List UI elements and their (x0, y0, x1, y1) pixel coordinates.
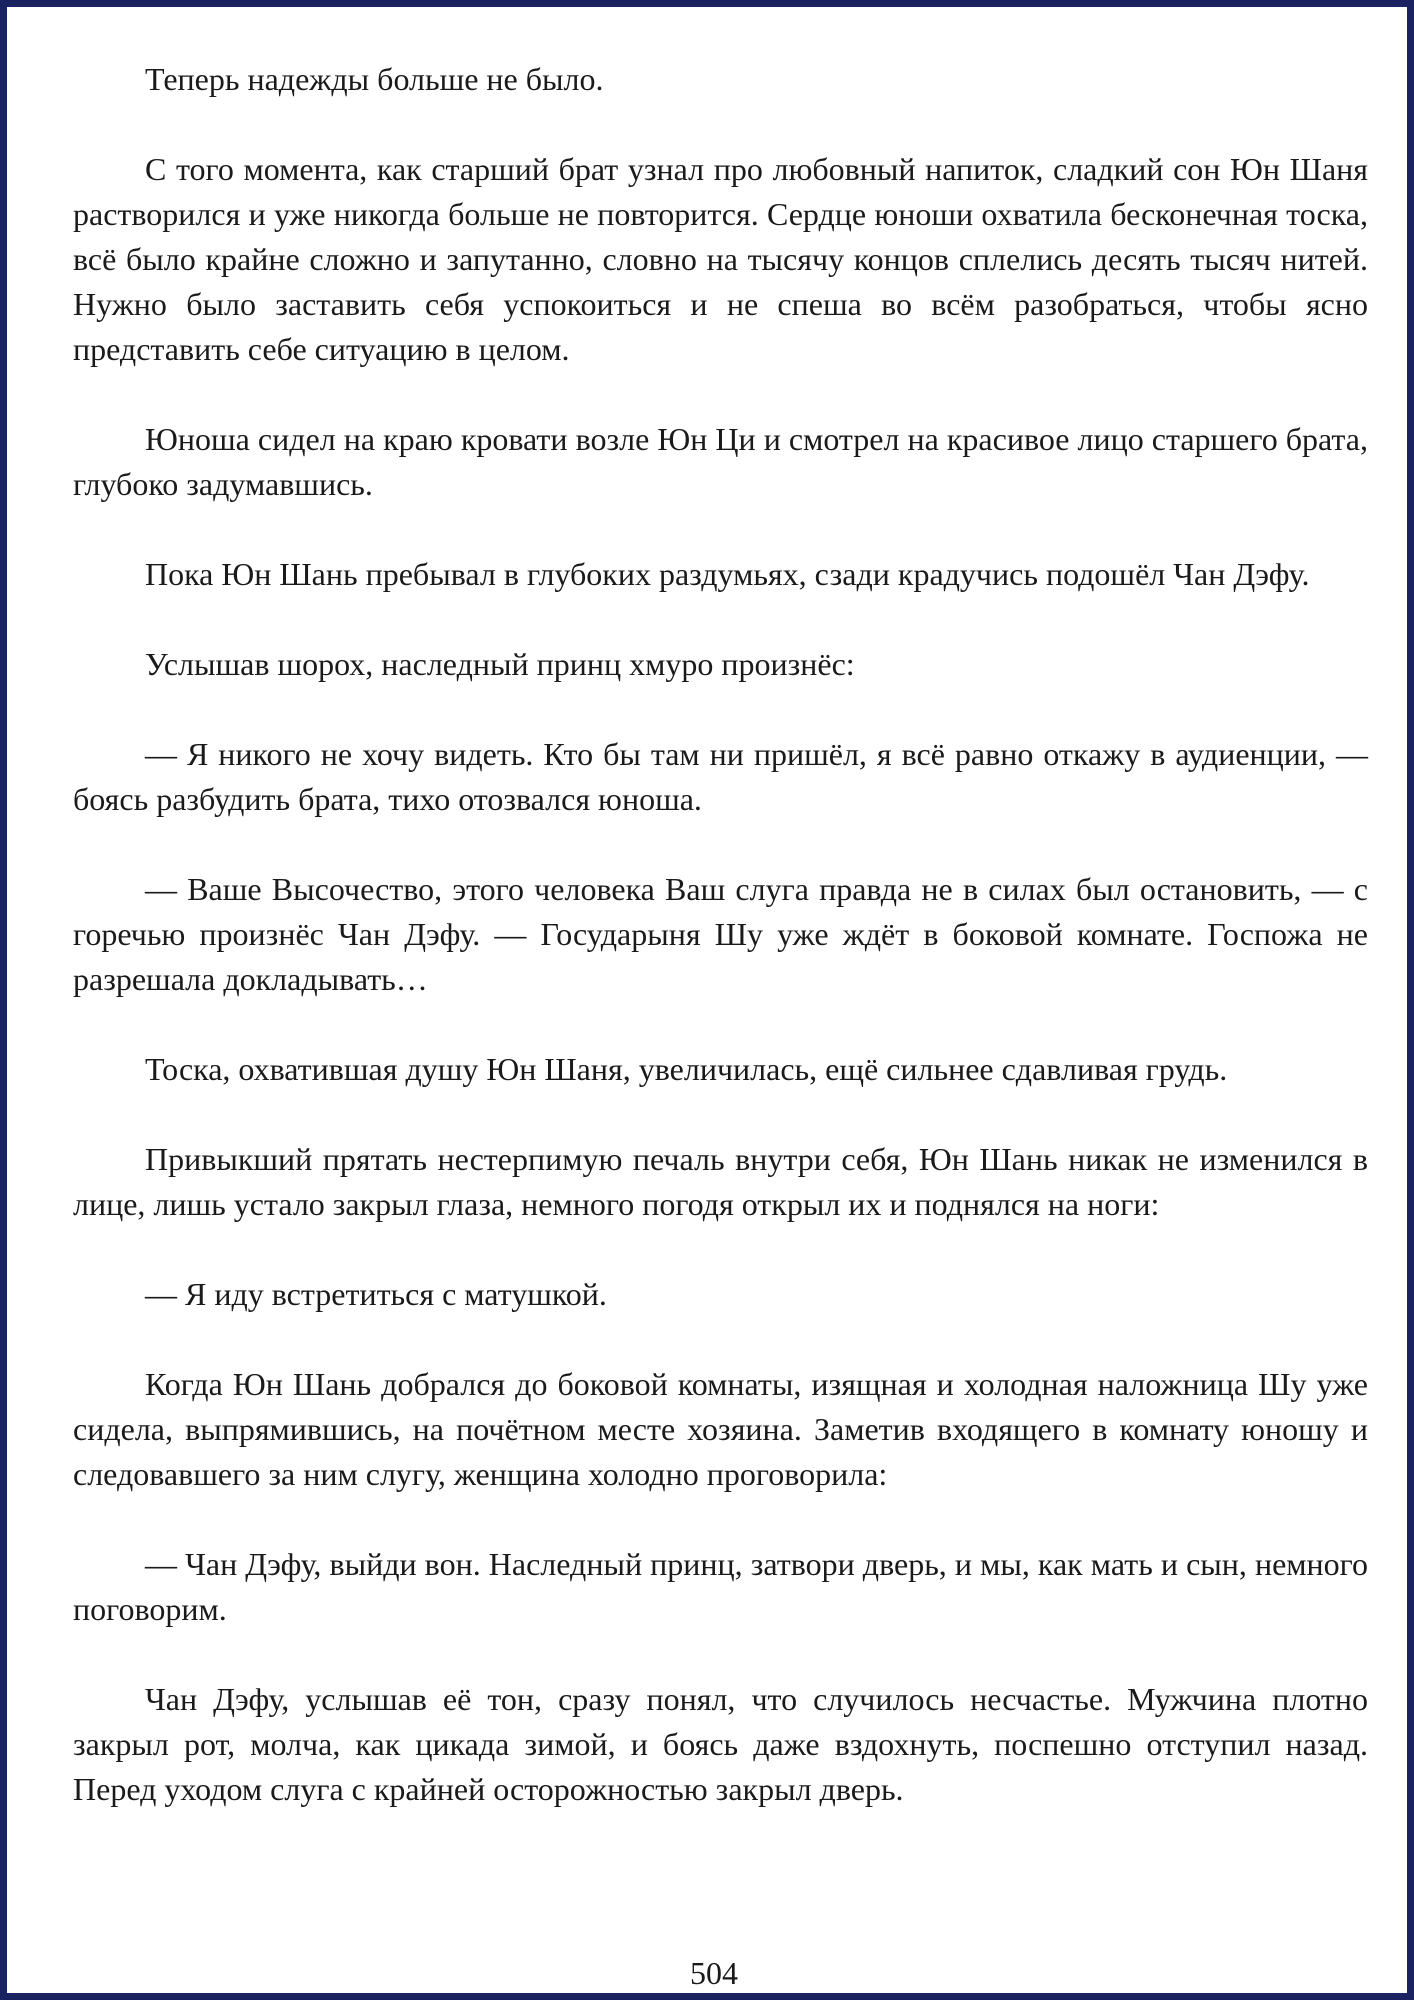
paragraph-4: Пока Юн Шань пребывал в глубоких раздумьях, сзади крадучись подошёл Чан Дэфу. (145, 556, 1310, 592)
paragraph-9: Привыкший прятать нестерпимую печаль внутри себя, Юн Шань никак не изменился в лице, лишь устало закрыл глаза, немного погодя открыл их и поднялся на ноги: (73, 1141, 1368, 1222)
paragraph-6: — Я никого не хочу видеть. Кто бы там ни пришёл, я всё равно откажу в аудиенции, — боясь разбудить брата, тихо отозвался юноша. (73, 736, 1368, 817)
paragraph-5: Услышав шорох, наследный принц хмуро произнёс: (145, 646, 855, 682)
paragraph-2: С того момента, как старший брат узнал про любовный напиток, сладкий сон Юн Шаня растворился и уже никогда больше не повторится. Сердце юноши охватила бесконечная тоска, всё было крайне сложно и запутанно, словно на тысячу концов сплелись десять тысяч нитей. Нужно было заставить себя успокоиться и не спеша во всём разобраться, чтобы ясно представить себе ситуацию в целом. (73, 151, 1368, 367)
paragraph-1: Теперь надежды больше не было. (145, 61, 604, 97)
paragraph-11: Когда Юн Шань добрался до боковой комнаты, изящная и холодная наложница Шу уже сидела, выпрямившись, на почётном месте хозяина. Заметив входящего в комнату юношу и следовавшего за ним слугу, женщина холодно проговорила: (73, 1366, 1368, 1492)
paragraph-7: — Ваше Высочество, этого человека Ваш слуга правда не в силах был остановить, — с горечью произнёс Чан Дэфу. — Государыня Шу уже ждёт в боковой комнате. Госпожа не разрешала докладывать… (73, 871, 1368, 997)
paragraph-8: Тоска, охватившая душу Юн Шаня, увеличилась, ещё сильнее сдавливая грудь. (145, 1051, 1228, 1087)
paragraph-3: Юноша сидел на краю кровати возле Юн Ци и смотрел на красивое лицо старшего брата, глубоко задумавшись. (73, 421, 1368, 502)
page-number: 504 (690, 1955, 738, 1991)
paragraph-13: Чан Дэфу, услышав её тон, сразу понял, что случилось несчастье. Мужчина плотно закрыл рот, молча, как цикада зимой, и боясь даже вздохнуть, поспешно отступил назад. Перед уходом слуга с крайней осторожностью закрыл дверь. (73, 1681, 1368, 1807)
page-body (73, 57, 1368, 1812)
paragraph-10: — Я иду встретиться с матушкой. (145, 1276, 607, 1312)
paragraph-12: — Чан Дэфу, выйди вон. Наследный принц, затвори дверь, и мы, как мать и сын, немного поговорим. (73, 1546, 1368, 1627)
